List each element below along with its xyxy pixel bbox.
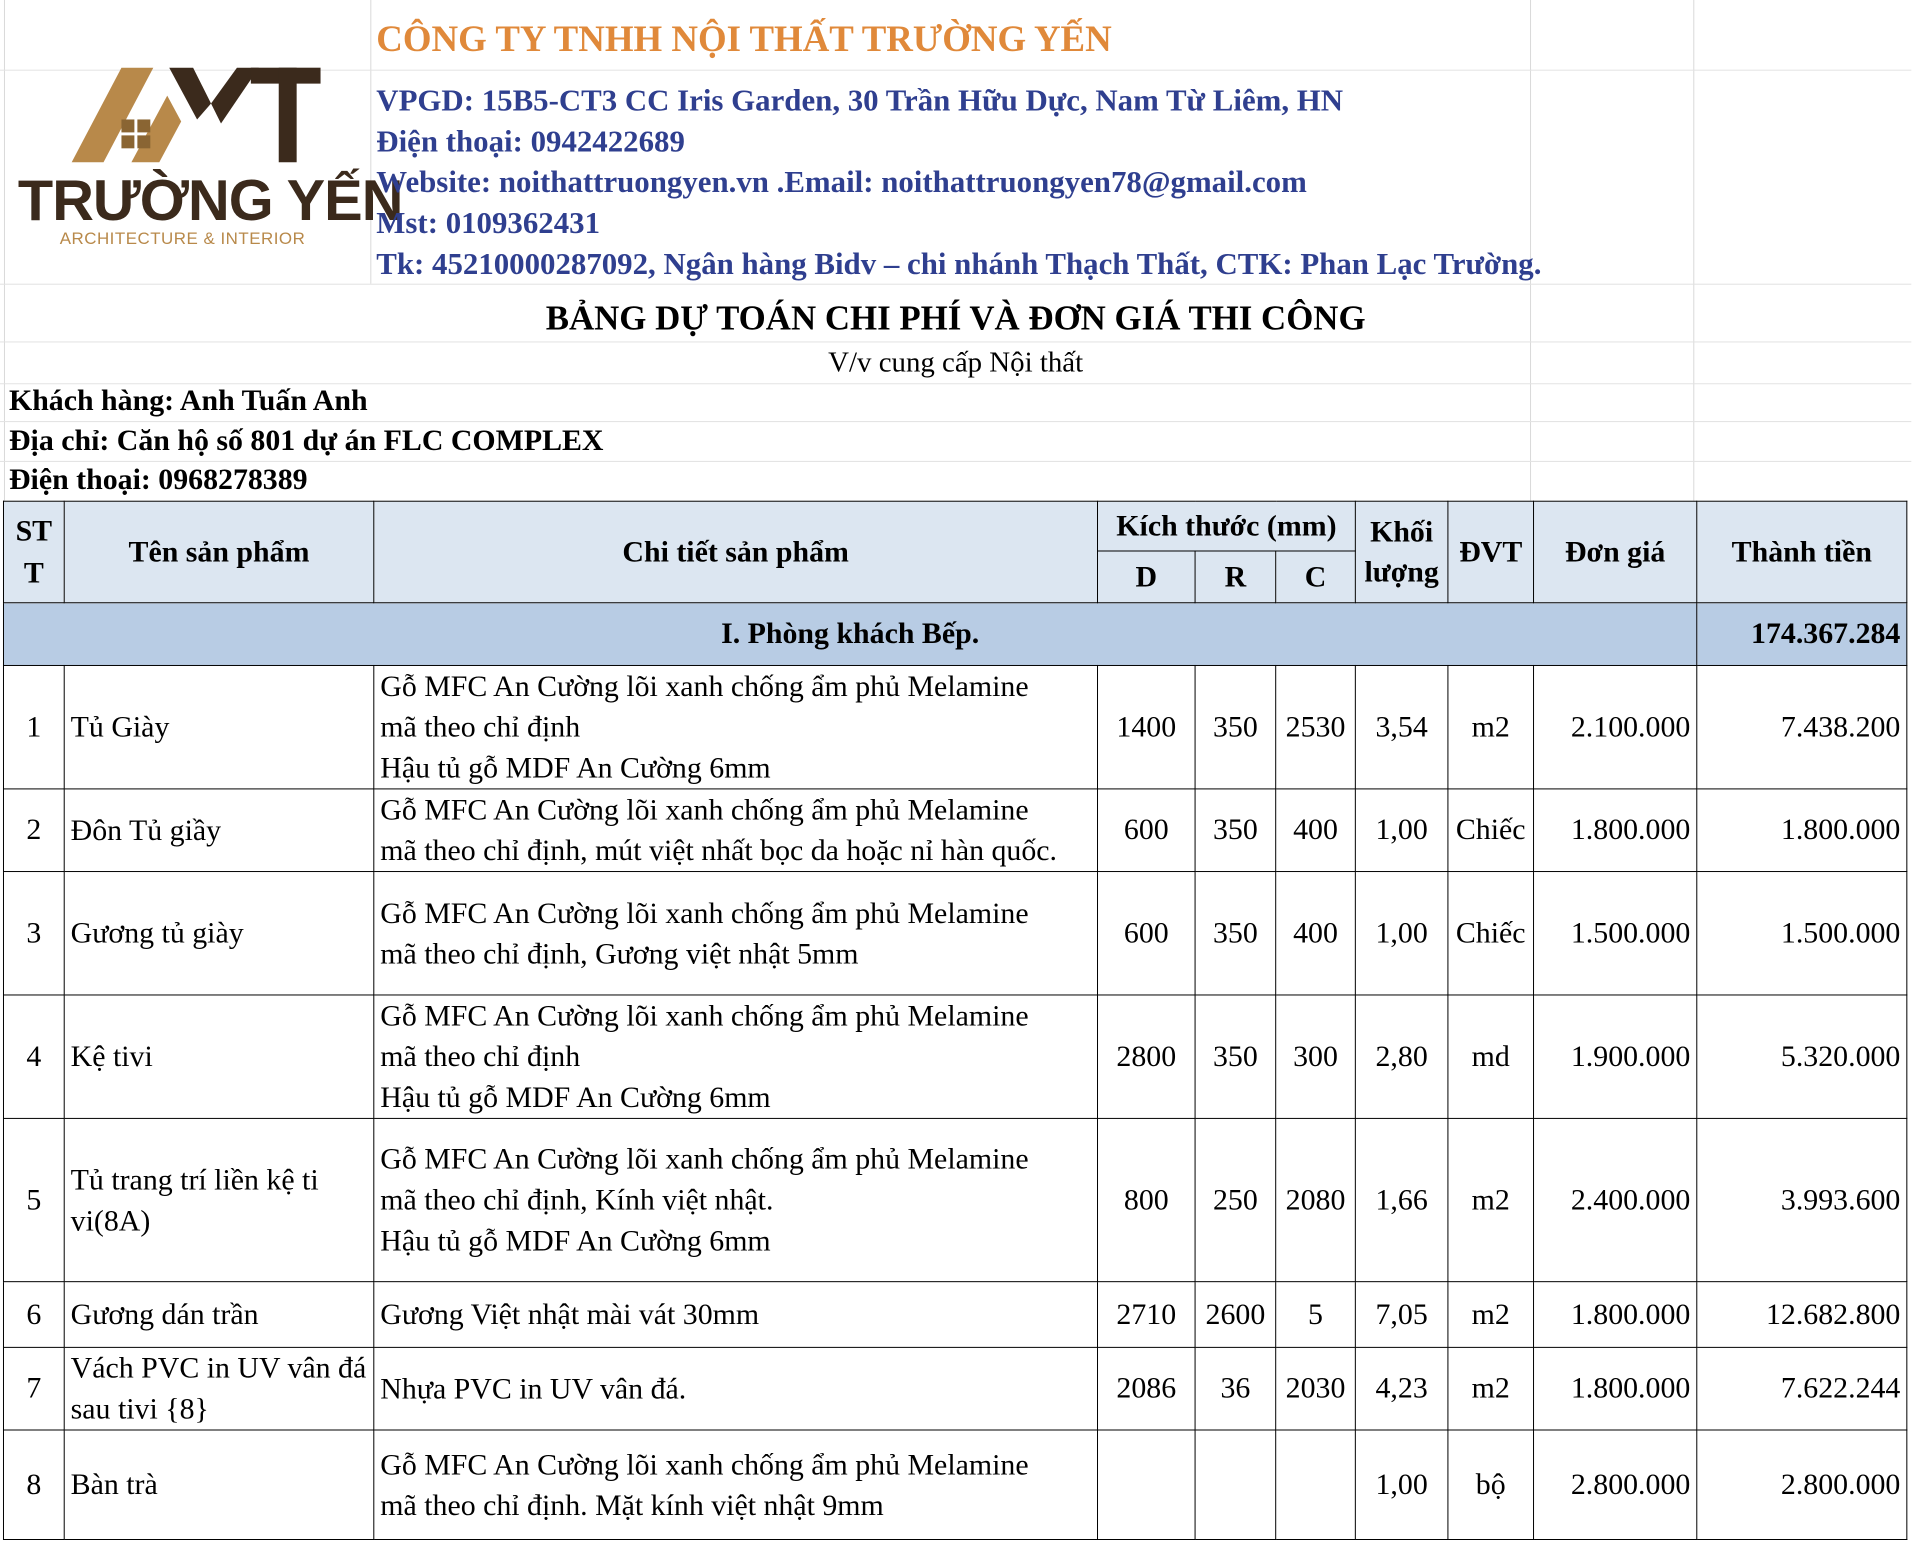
row-dim-d: [1098, 1430, 1196, 1540]
row-stt: 4: [3, 995, 64, 1118]
row-dim-d: 1400: [1098, 665, 1196, 788]
gridline: [4, 0, 5, 501]
table-body: [3, 603, 1906, 1540]
row-dim-c: 5: [1276, 1282, 1356, 1348]
row-dim-d: 2710: [1098, 1282, 1196, 1348]
table-row: [3, 1118, 1906, 1281]
company-office-address: VPGD: 15B5-CT3 CC Iris Garden, 30 Trần Hữu Dực, Nam Từ Liêm, HN: [376, 82, 1344, 118]
row-unit-price: 2.100.000: [1534, 665, 1697, 788]
company-phone: Điện thoại: 0942422689: [376, 123, 685, 159]
company-bank-account: Tk: 45210000287092, Ngân hàng Bidv – chi nhánh Thạch Thất, CTK: Phan Lạc Trường.: [376, 245, 1542, 281]
row-dim-c: 400: [1276, 872, 1356, 995]
row-dim-r: 350: [1195, 789, 1276, 872]
row-stt: 5: [3, 1118, 64, 1281]
row-quantity: 4,23: [1355, 1347, 1448, 1430]
header-dim-d: D: [1098, 551, 1196, 603]
row-product-detail: Gỗ MFC An Cường lõi xanh chống ẩm phủ Melamine mã theo chỉ định, mút việt nhất bọc da hoặc nỉ hàn quốc.: [374, 789, 1098, 872]
document-subtitle: V/v cung cấp Nội thất: [828, 346, 1084, 379]
row-product-detail: Gương Việt nhật mài vát 30mm: [374, 1282, 1098, 1348]
row-quantity: 1,66: [1355, 1118, 1448, 1281]
customer-address: Địa chỉ: Căn hộ số 801 dự án FLC COMPLEX: [8, 424, 604, 457]
row-unit: bộ: [1448, 1430, 1534, 1540]
row-dim-r: [1195, 1430, 1276, 1540]
table-row: [3, 1430, 1906, 1540]
row-dim-c: 2030: [1276, 1347, 1356, 1430]
header-product-detail: Chi tiết sản phẩm: [374, 501, 1098, 603]
row-unit: m2: [1448, 1118, 1534, 1281]
row-product-name: Tủ Giày: [64, 665, 374, 788]
row-stt: 7: [3, 1347, 64, 1430]
row-dim-d: 2086: [1098, 1347, 1196, 1430]
table-row: [3, 1347, 1906, 1430]
section-label: I. Phòng khách Bếp.: [3, 603, 1696, 666]
customer-name: Khách hàng: Anh Tuấn Anh: [8, 384, 368, 418]
row-quantity: 1,00: [1355, 789, 1448, 872]
row-stt: 6: [3, 1282, 64, 1348]
row-unit-price: 1.800.000: [1534, 789, 1697, 872]
company-logo: [6, 40, 403, 289]
row-total: 7.622.244: [1697, 1347, 1907, 1430]
row-dim-c: 300: [1276, 995, 1356, 1118]
row-product-detail: Gỗ MFC An Cường lõi xanh chống ẩm phủ Melamine mã theo chỉ định, Kính việt nhật. Hậu tủ gỗ MDF An Cường 6mm: [374, 1118, 1098, 1281]
gridline: [0, 461, 1911, 462]
gridline: [0, 341, 1911, 342]
header-dim-c: C: [1276, 551, 1356, 603]
row-dim-r: 2600: [1195, 1282, 1276, 1348]
row-stt: 1: [3, 665, 64, 788]
company-name: CÔNG TY TNHH NỘI THẤT TRƯỜNG YẾN: [376, 18, 1112, 60]
row-quantity: 7,05: [1355, 1282, 1448, 1348]
header-dim-r: R: [1195, 551, 1276, 603]
row-product-name: Vách PVC in UV vân đá sau tivi {8}: [64, 1347, 374, 1430]
row-dim-d: 2800: [1098, 995, 1196, 1118]
table-row: [3, 872, 1906, 995]
row-product-detail: Gỗ MFC An Cường lõi xanh chống ẩm phủ Melamine mã theo chỉ định Hậu tủ gỗ MDF An Cường 6mm: [374, 995, 1098, 1118]
row-dim-r: 350: [1195, 665, 1276, 788]
row-dim-c: 2530: [1276, 665, 1356, 788]
row-dim-c: 2080: [1276, 1118, 1356, 1281]
header-stt: ST T: [3, 501, 64, 603]
row-dim-r: 36: [1195, 1347, 1276, 1430]
row-product-name: Gương tủ giày: [64, 872, 374, 995]
document-title: BẢNG DỰ TOÁN CHI PHÍ VÀ ĐƠN GIÁ THI CÔNG: [545, 298, 1366, 338]
header-product-name: Tên sản phẩm: [64, 501, 374, 603]
row-total: 2.800.000: [1697, 1430, 1907, 1540]
section-total: 174.367.284: [1697, 603, 1907, 666]
row-total: 1.500.000: [1697, 872, 1907, 995]
row-unit: md: [1448, 995, 1534, 1118]
row-dim-d: 800: [1098, 1118, 1196, 1281]
row-quantity: 1,00: [1355, 872, 1448, 995]
row-product-detail: Gỗ MFC An Cường lõi xanh chống ẩm phủ Melamine mã theo chỉ định. Mặt kính việt nhật 9mm: [374, 1430, 1098, 1540]
header-unit-price: Đơn giá: [1534, 501, 1697, 603]
table-row: [3, 789, 1906, 872]
row-dim-r: 350: [1195, 995, 1276, 1118]
customer-phone: Điện thoại: 0968278389: [8, 462, 308, 496]
row-total: 12.682.800: [1697, 1282, 1907, 1348]
row-stt: 2: [3, 789, 64, 872]
gridline: [0, 421, 1911, 422]
row-product-detail: Gỗ MFC An Cường lõi xanh chống ẩm phủ Melamine mã theo chỉ định Hậu tủ gỗ MDF An Cường 6mm: [374, 665, 1098, 788]
row-product-name: Bàn trà: [64, 1430, 374, 1540]
header-total: Thành tiền: [1697, 501, 1907, 603]
header-unit: ĐVT: [1448, 501, 1534, 603]
row-dim-d: 600: [1098, 872, 1196, 995]
row-total: 7.438.200: [1697, 665, 1907, 788]
row-product-detail: Nhựa PVC in UV vân đá.: [374, 1347, 1098, 1430]
row-product-detail: Gỗ MFC An Cường lõi xanh chống ẩm phủ Melamine mã theo chỉ định, Gương việt nhật 5mm: [374, 872, 1098, 995]
row-unit-price: 1.800.000: [1534, 1347, 1697, 1430]
row-unit-price: 1.500.000: [1534, 872, 1697, 995]
row-total: 5.320.000: [1697, 995, 1907, 1118]
row-total: 3.993.600: [1697, 1118, 1907, 1281]
row-dim-c: 400: [1276, 789, 1356, 872]
row-unit: m2: [1448, 1282, 1534, 1348]
row-dim-r: 350: [1195, 872, 1276, 995]
quotation-table: [3, 501, 1907, 1540]
header-quantity: Khối lượng: [1355, 501, 1448, 603]
gridline: [1693, 0, 1694, 501]
row-unit-price: 1.800.000: [1534, 1282, 1697, 1348]
row-quantity: 1,00: [1355, 1430, 1448, 1540]
row-stt: 3: [3, 872, 64, 995]
company-tax-code: Mst: 0109362431: [376, 205, 601, 240]
row-unit-price: 2.800.000: [1534, 1430, 1697, 1540]
row-unit: m2: [1448, 665, 1534, 788]
table-row: [3, 995, 1906, 1118]
row-unit: Chiếc: [1448, 872, 1534, 995]
table-row: [3, 665, 1906, 788]
row-stt: 8: [3, 1430, 64, 1540]
header-dimensions: Kích thước (mm): [1098, 501, 1356, 551]
row-product-name: Gương dán trần: [64, 1282, 374, 1348]
company-website-email: Website: noithattruongyen.vn .Email: noithattruongyen78@gmail.com: [376, 164, 1307, 200]
row-total: 1.800.000: [1697, 789, 1907, 872]
table-row: [3, 1282, 1906, 1348]
row-unit-price: 2.400.000: [1534, 1118, 1697, 1281]
row-product-name: Tủ trang trí liền kệ ti vi(8A): [64, 1118, 374, 1281]
logo-tagline: ARCHITECTURE & INTERIOR: [59, 228, 306, 248]
row-unit-price: 1.900.000: [1534, 995, 1697, 1118]
section-row: [3, 603, 1906, 666]
row-product-name: Đôn Tủ giầy: [64, 789, 374, 872]
row-unit: m2: [1448, 1347, 1534, 1430]
gridline: [370, 0, 371, 284]
row-product-name: Kệ tivi: [64, 995, 374, 1118]
row-quantity: 2,80: [1355, 995, 1448, 1118]
logo-house-mark-icon: [62, 58, 361, 168]
row-quantity: 3,54: [1355, 665, 1448, 788]
row-dim-r: 250: [1195, 1118, 1276, 1281]
row-unit: Chiếc: [1448, 789, 1534, 872]
row-dim-c: [1276, 1430, 1356, 1540]
logo-wordmark: TRƯỜNG YẾN: [17, 168, 403, 233]
row-dim-d: 600: [1098, 789, 1196, 872]
